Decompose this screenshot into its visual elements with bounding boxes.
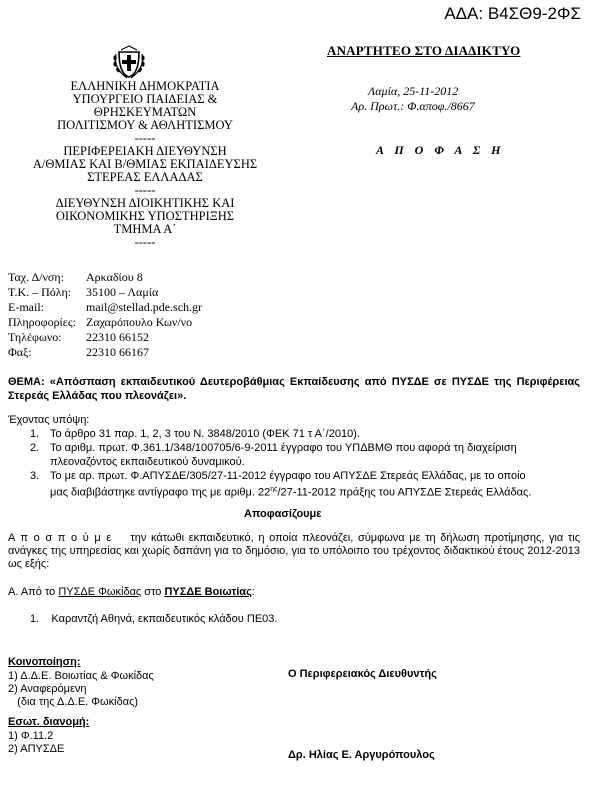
city-date: Λαμία, 25-11-2012	[368, 84, 459, 98]
considering-item-text: πλεοναζόντος εκπαιδευτικού δυναμικού.	[50, 456, 245, 468]
considering-label: Έχοντας υπόψη:	[8, 414, 90, 426]
considering-item-text: Το αριθμ. πρωτ. Φ.361.1/348/100705/6-9-2011 έγγραφο του ΥΠΔΒΜΘ που αφορά τη διαχείριση	[50, 442, 517, 454]
authority-line: ΘΡΗΣΚΕΥΜΑΤΩΝ	[93, 105, 197, 119]
authority-line: ΣΤΕΡΕΑΣ ΕΛΛΑΔΑΣ	[87, 170, 203, 184]
notification-item: 1) Δ.Δ.Ε. Βοιωτίας & Φωκίδας	[8, 670, 154, 682]
authority-line: ΥΠΟΥΡΓΕΙΟ ΠΑΙΔΕΙΑΣ &	[72, 92, 218, 106]
contact-value[interactable]: mail@stellad.pde.sch.gr	[86, 300, 203, 314]
considering-item-text: Το με αρ. πρωτ. Φ.ΑΠΥΣΔΕ/305/27-11-2012 έγγραφο του ΑΠΥΣΔΕ Στερεάς Ελλάδας, με το οποίο	[50, 470, 526, 482]
section-a-to: ΠΥΣΔΕ Βοιωτίας	[164, 586, 252, 598]
internal-distribution-heading: Εσωτ. διανομή:	[8, 716, 90, 728]
contact-label: Φαξ:	[8, 345, 32, 359]
contact-row	[8, 285, 202, 300]
contact-label: E-mail:	[8, 300, 44, 314]
contact-value: 22310 66167	[86, 345, 149, 359]
considering-number: 2.	[30, 442, 40, 454]
considering-number: 3.	[30, 470, 40, 482]
contact-label: Τηλέφωνο:	[8, 330, 62, 344]
considering-item-text: μας διαβιβάστηκε αντίγραφο της με αριθμ. $22^{\eta\varsigma}/27-11-2012$ πράξης του ΑΠΥΣΔΕ Στερεάς Ελλάδας.	[50, 486, 532, 499]
decision-title: Α Π Ο Φ Α Σ Η	[376, 143, 505, 157]
contact-label: Τ.Κ. – Πόλη:	[8, 285, 72, 299]
authority-line: ΤΜΗΜΑ Α΄	[113, 222, 177, 236]
director-name: Δρ. Ηλίας Ε. Αργυρόπουλος	[288, 749, 435, 761]
authority-line: -----	[134, 183, 156, 197]
authority-line: ΠΕΡΙΦΕΡΕΙΑΚΗ ΔΙΕΥΘΥΝΣΗ	[63, 144, 227, 158]
contact-row	[8, 300, 202, 315]
authority-line: -----	[134, 131, 156, 145]
contact-row	[8, 330, 202, 345]
contact-row	[8, 345, 202, 360]
internal-distribution-item: 1) Φ.11.2	[8, 730, 54, 742]
greek-emblem-icon	[111, 44, 147, 80]
director-title: Ο Περιφερειακός Διευθυντής	[288, 668, 437, 680]
authority-line: ΠΟΛΙΤΙΣΜΟΥ & ΑΘΛΗΤΙΣΜΟΥ	[57, 118, 233, 132]
contact-row	[8, 270, 202, 285]
contact-value: 35100 – Λαμία	[86, 285, 159, 299]
decide-body: την κάτωθι εκπαιδευτικό, η οποία πλεονάζει, σύμφωνα με τη δήλωση προτίμησης, για τις ανάγκες της υπηρεσίας και χωρίς δαπάνη για το δημόσιο, για το υπόλοιπο του τρέχοντος διδακτικού έτους 2012-2013 ως εξής:	[8, 532, 581, 570]
teacher-number: 1.	[30, 613, 40, 625]
ada-code: ΑΔΑ: Β4ΣΘ9-2ΦΣ	[444, 4, 581, 23]
internal-distribution-item: 2) ΑΠΥΣΔΕ	[8, 743, 65, 755]
considering-item-text: Το άρθρο 31 παρ. 1, 2, 3 του Ν. 3848/2010 (ΦΕΚ 71 τ Α΄/2010).	[50, 428, 360, 440]
authority-line: -----	[134, 235, 156, 249]
teacher-text: Καραντζή Αθηνά, εκπαιδευτικός κλάδου ΠΕ03.	[51, 613, 278, 625]
section-a-from: ΠΥΣΔΕ Φωκίδας	[58, 586, 142, 598]
authority-line: ΕΛΛΗΝΙΚΗ ΔΗΜΟΚΡΑΤΙΑ	[70, 79, 220, 93]
notification-heading: Κοινοποίηση:	[8, 656, 81, 668]
subject-line: ΘΕΜΑ: «Απόσπαση εκπαιδευτικού Δευτεροβάθμιας Εκπαίδευσης από ΠΥΣΔΕ σε ΠΥΣΔΕ της Περιφέρειας Στερεάς Ελλάδας που πλεονάζει».	[8, 376, 580, 402]
contact-label: Πληροφορίες:	[8, 315, 76, 329]
protocol-number: Αρ. Πρωτ.: Φ.αποφ./8667	[351, 99, 475, 113]
teacher-entry	[30, 613, 277, 625]
contact-info	[8, 270, 202, 360]
issuing-authority-block	[0, 80, 290, 249]
contact-row	[8, 315, 202, 330]
contact-value: Ζαχαρόπουλο Κων/νο	[86, 315, 193, 329]
notification-item: (δια της Δ.Δ.Ε. Φωκίδας)	[8, 696, 139, 708]
online-posting-title: ΑΝΑΡΤΗΤΕΟ ΣΤΟ ΔΙΑΔΙΚΤΥΟ	[327, 43, 521, 58]
contact-label: Ταχ. Δ/νση:	[8, 270, 65, 284]
section-a	[8, 586, 255, 598]
section-a-middle: στο	[141, 586, 165, 598]
decision-paragraph	[8, 532, 580, 571]
notification-item: 2) Αναφερόμενη	[8, 683, 87, 695]
considering-number: 1.	[30, 428, 40, 440]
section-a-suffix: :	[251, 586, 255, 598]
contact-value: 22310 66152	[86, 330, 149, 344]
decide-heading: Αποφασίζουμε	[244, 508, 322, 520]
section-a-prefix: Α. Από το	[8, 586, 59, 598]
authority-line: ΟΙΚΟΝΟΜΙΚΗΣ ΥΠΟΣΤΗΡΙΞΗΣ	[55, 209, 235, 223]
authority-line: ΔΙΕΥΘΥΝΣΗ ΔΙΟΙΚΗΤΙΚΗΣ ΚΑΙ	[55, 196, 235, 210]
contact-value: Αρκαδίου 8	[86, 270, 143, 284]
authority-line: Α/ΘΜΙΑΣ ΚΑΙ Β/ΘΜΙΑΣ ΕΚΠΑΙΔΕΥΣΗΣ	[32, 157, 258, 171]
decide-word: Α π ο σ π ο ύ μ ε	[8, 532, 112, 544]
